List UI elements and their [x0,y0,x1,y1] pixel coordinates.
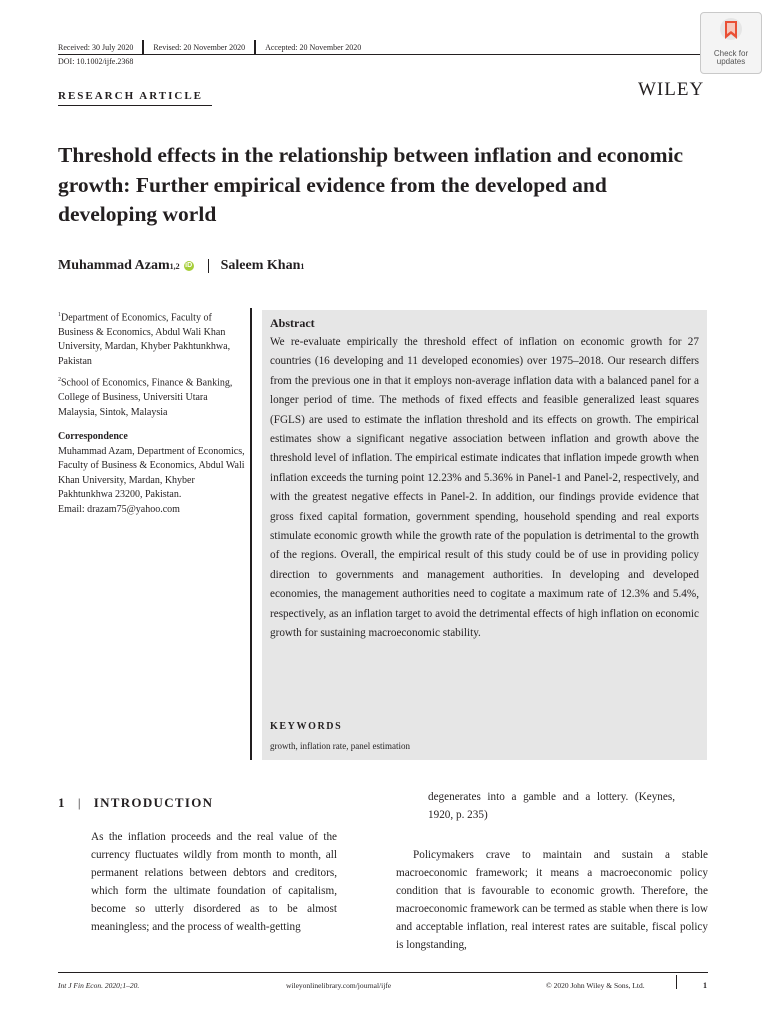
doi[interactable]: DOI: 10.1002/ijfe.2368 [58,57,134,66]
article-title: Threshold effects in the relationship between inflation and economic growth: Further empirical evidence from the developed and developing world [58,143,684,226]
accepted-date: Accepted: 20 November 2020 [265,42,362,52]
copyright: © 2020 John Wiley & Sons, Ltd. [546,981,645,990]
section-number: 1 [58,795,66,810]
author-affiliation-sup: 1,2 [169,261,180,271]
article-type: RESEARCH ARTICLE [58,90,204,102]
received-date: Received: 30 July 2020 [58,42,134,52]
keywords-text: growth, inflation rate, panel estimation [270,741,410,751]
author-affiliation-sup: 1 [300,261,305,271]
epigraph-quote-continued: degenerates into a gamble and a lottery. (Keynes, 1920, p. 235) [428,791,675,821]
publication-dates [58,40,361,54]
section-separator: | [77,795,82,810]
bookmark-icon [718,17,744,45]
check-for-updates-badge[interactable] [700,12,762,74]
date-separator [142,40,144,55]
keywords-heading: KEYWORDS [270,721,343,732]
correspondence-email[interactable]: Email: drazam75@yahoo.com [58,503,180,515]
abstract-heading: Abstract [270,316,315,330]
header-rule [58,54,700,55]
orcid-icon[interactable]: iD [185,262,193,269]
author-name[interactable]: Muhammad Azam [58,258,170,273]
journal-url[interactable]: wileyonlinelibrary.com/journal/ijfe [286,981,392,990]
date-separator [254,40,256,55]
author-name[interactable]: Saleem Khan [220,258,301,273]
badge-label-1: Check for [713,49,749,58]
epigraph-quote: As the inflation proceeds and the real value of the currency fluctuates wildly from month to month, all permanent relations between debtors and creditors, which form the ultimate foundation of capitalism, become so utterly disordered as to be almost meaningless; and the process of wealth-getting [91,831,337,933]
correspondence-heading: Correspondence [58,431,128,443]
section-title: INTRODUCTION [93,795,214,810]
affiliation-item: $^2$School of Economics, Finance & Banking, College of Business, Universiti Utara Malaysia, Sintok, Malaysia [58,377,233,418]
footer-rule [58,972,708,973]
affiliations [58,308,248,517]
revised-date: Revised: 20 November 2020 [153,42,246,52]
footer-separator [676,975,677,989]
section-heading-introduction [58,795,213,811]
author-list [58,258,304,274]
body-paragraph: Policymakers crave to maintain and sustain a stable macroeconomic framework; it means a macroeconomic policy condition that is favourable to economic growth. Therefore, the macroeconomic framework can be termed as stable when there is low and acceptable inflation, real interest rates are suitable, fiscal policy is longstanding, [396,849,708,951]
author-separator [208,259,209,273]
sidebar-divider [250,308,252,760]
article-type-rule [58,105,212,106]
page-number: 1 [703,981,707,990]
badge-label-2: updates [716,57,746,66]
journal-citation: Int J Fin Econ. 2020;1–20. [58,981,140,990]
affiliation-item: $^1$Department of Economics, Faculty of Business & Economics, Abdul Wali Khan University, Mardan, Khyber Pakhtunkhwa, Pakistan [58,312,231,367]
publisher-logo: WILEY [638,79,705,100]
abstract-text: We re-evaluate empirically the threshold effect of inflation on economic growth for 27 countries (16 developing and 11 developed economies) over 1975–2018. Our research differs from the previous one in that it employs non-average inflation data with a balanced panel for a longer period of time. The methods of fixed effects and feasible generalized least squares (FGLS) are used to estimate the inflation threshold and its effects on growth. The empirical estimates show a significant negative association between inflation and growth above the threshold level of inflation. The empirical estimate indicates that inflation impede growth when inflation exceeds the turning point 12.23% and 5.36% in Panel-1 and Panel-2, respectively, and with the greatest negative effects in Panel-2. In addition, our findings provide evidence that gross fixed capital formation, government spending, household spending and real exports stimulate economic growth while the growth rate of the population is detrimental to the growth of the regions. Overall, the empirical result of this study could be of use in providing policy direction to governments and management authorities. In developing and developed economies, the management authorities need to cogitate a maximum rate of 12.3% and 5.4%, respectively, as an inflation target to avoid the detrimental effects of high inflation on economic growth for sustaining macroeconomic stability. [270,336,699,640]
correspondence-text: Muhammad Azam, Department of Economics, Faculty of Business & Economics, Abdul Wali Khan University, Mardan, Khyber Pakhtunkhwa 23200, Pakistan. [58,445,245,501]
